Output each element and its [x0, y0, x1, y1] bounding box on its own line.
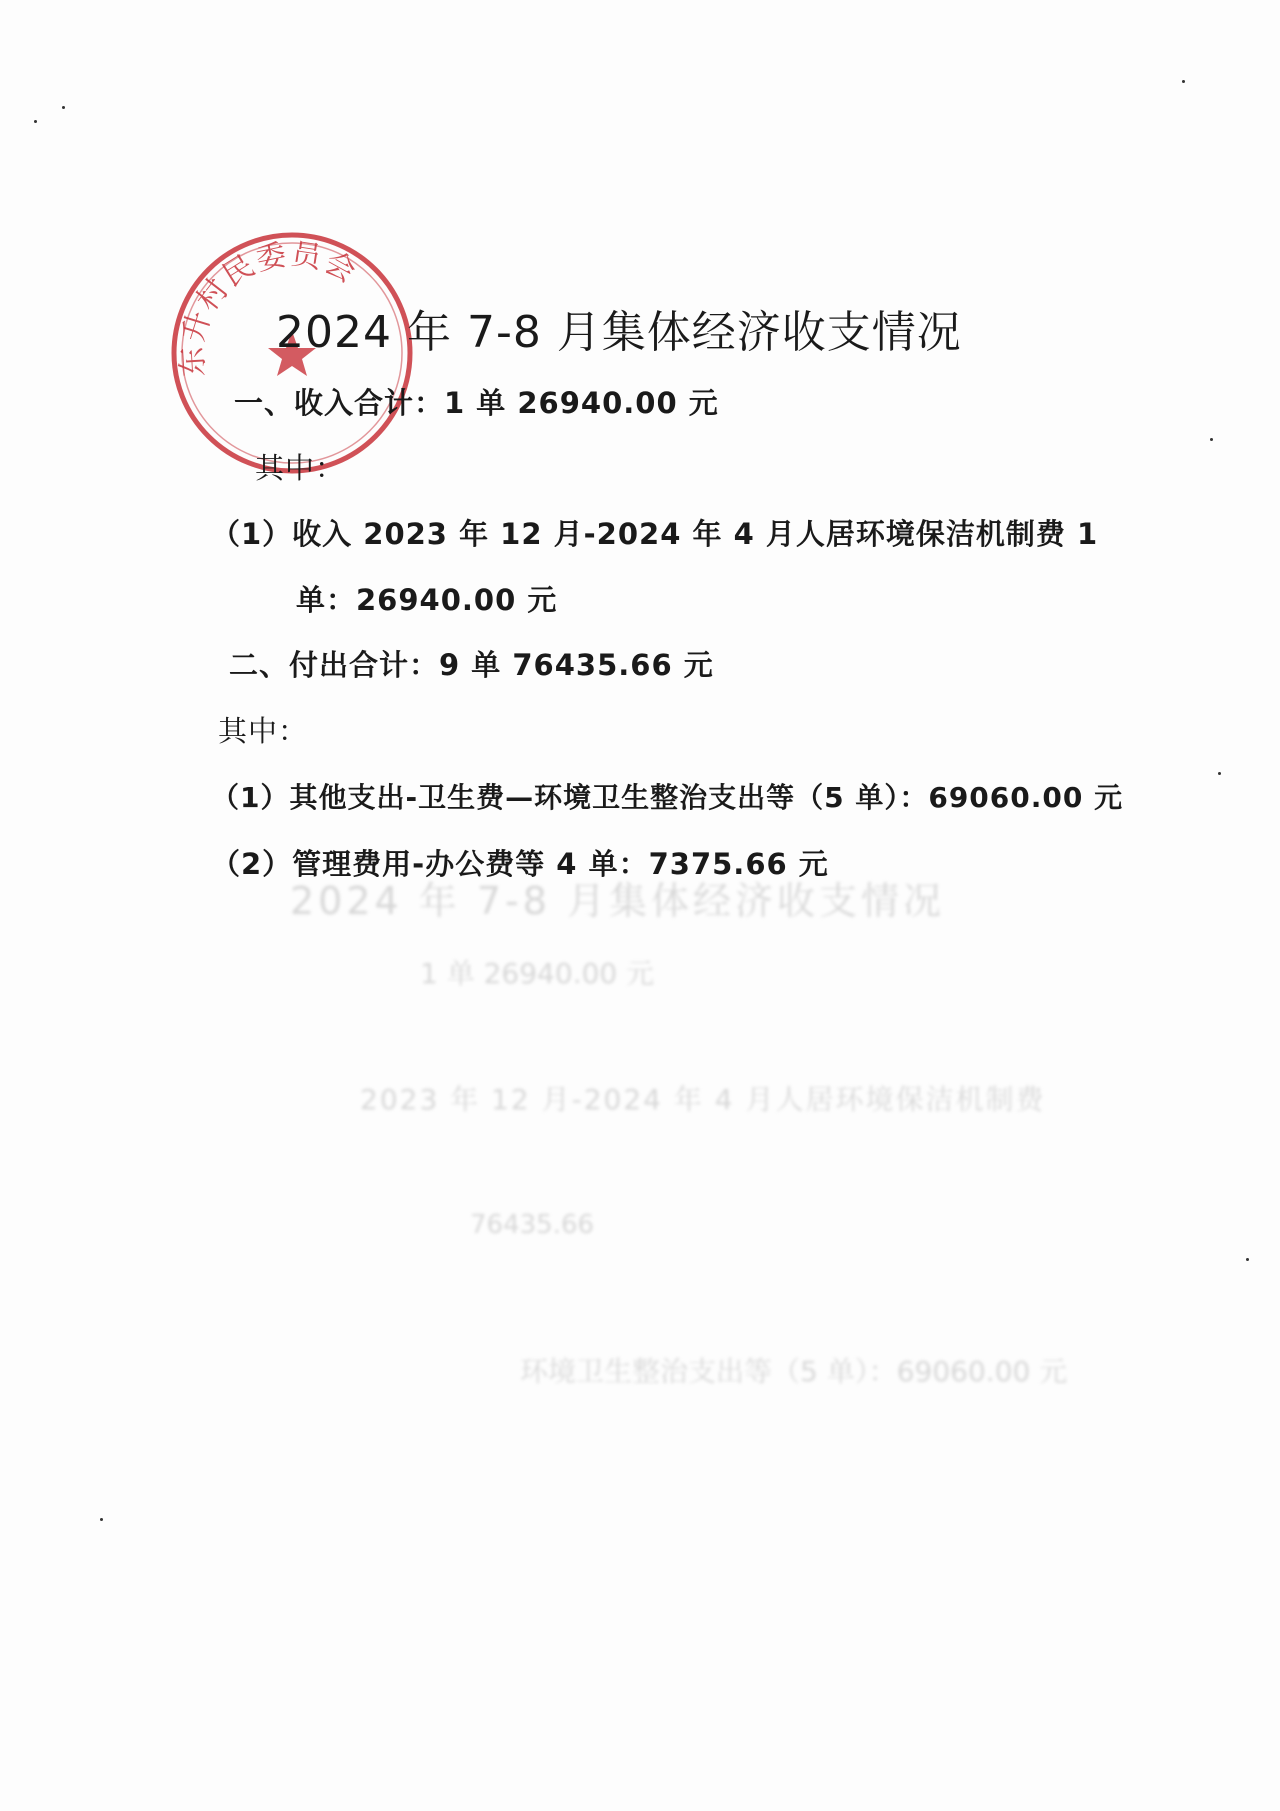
scan-speck [1218, 772, 1221, 775]
expense-item-2: （2）管理费用-办公费等 4 单：7375.66 元 [211, 847, 829, 881]
ghost-text: 环境卫生整治支出等（5 单）：69060.00 元 [520, 1355, 1068, 1388]
ghost-text: 1 单 26940.00 元 [420, 957, 655, 990]
scan-speck [1246, 1258, 1249, 1261]
scan-speck [100, 1518, 103, 1521]
scan-speck [1210, 438, 1213, 441]
ghost-text: 76435.66 [470, 1210, 595, 1240]
expense-detail-heading: 其中： [218, 714, 309, 748]
scan-speck [34, 120, 37, 123]
scan-speck [62, 106, 65, 109]
income-detail-heading: 其中： [255, 451, 346, 485]
income-total: 一、收入合计：1 单 26940.00 元 [234, 386, 719, 420]
expense-item-1: （1）其他支出-卫生费—环境卫生整治支出等（5 单）：69060.00 元 [211, 781, 1124, 814]
expense-total: 二、付出合计：9 单 76435.66 元 [229, 648, 714, 682]
seal-text: 东升村民委员会 [174, 236, 364, 378]
income-item-1: （1）收入 2023 年 12 月-2024 年 4 月人居环境保洁机制费 1 [211, 517, 1099, 551]
ghost-text: 2023 年 12 月-2024 年 4 月人居环境保洁机制费 [360, 1083, 1046, 1116]
income-item-1-amount: 单：26940.00 元 [296, 583, 558, 617]
ghost-text: 2024 年 7-8 月集体经济收支情况 [290, 879, 946, 923]
page-title: 2024 年 7-8 月集体经济收支情况 [276, 307, 962, 358]
scan-speck [1182, 80, 1185, 83]
